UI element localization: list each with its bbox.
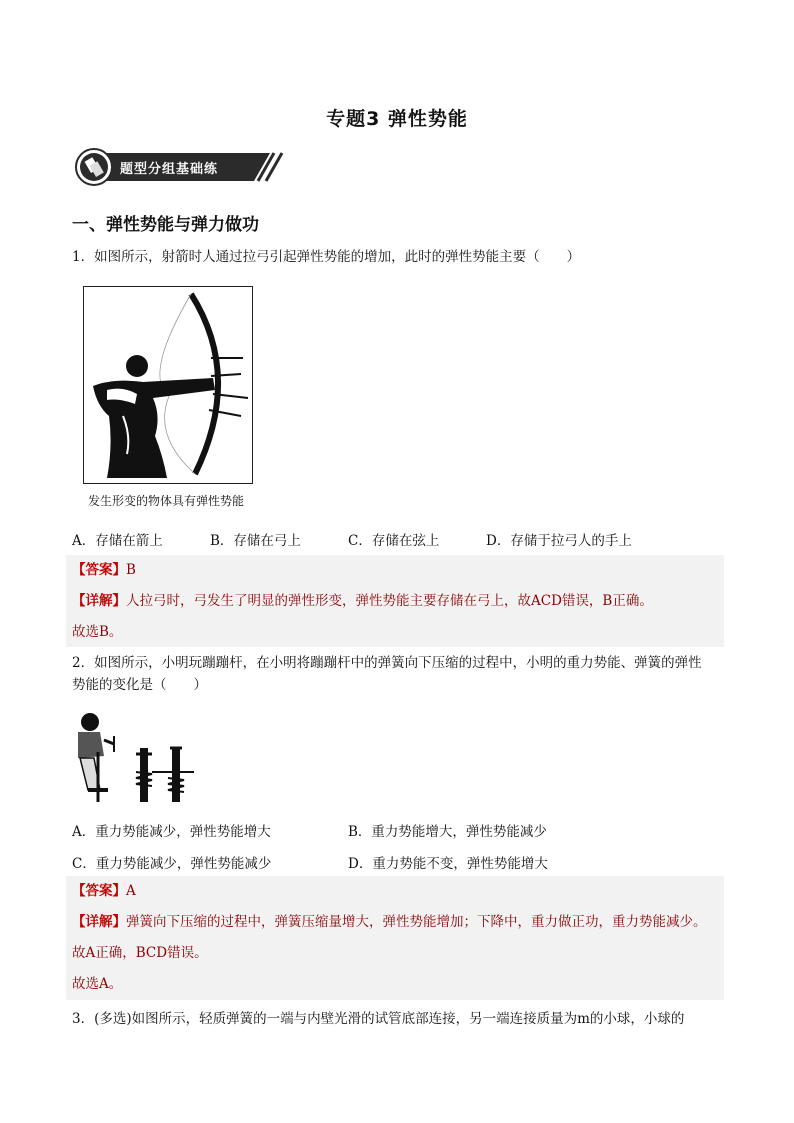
question-2-stem	[72, 652, 732, 696]
q1-option-c: C．存储在弦上	[348, 533, 440, 549]
page-title: 专题3 弹性势能	[326, 108, 468, 130]
section-banner	[74, 147, 284, 187]
q2-answer: A	[126, 883, 136, 899]
q1-option-d: D．存储于拉弓人的手上	[486, 533, 632, 549]
q2-detail: 弹簧向下压缩的过程中，弹簧压缩量增大，弹性势能增加；下降中，重力做正功，重力势能减少。	[126, 914, 707, 930]
q1-detail-line	[72, 586, 718, 617]
pogo-stick-figure	[70, 712, 200, 808]
q1-answer: B	[126, 562, 136, 578]
q2-option-a: A．重力势能减少，弹性势能增大	[72, 824, 271, 840]
question-2-stem-line-2: 势能的变化是（ ）	[72, 677, 207, 693]
question-2-stem-line-1: 2．如图所示，小明玩蹦蹦杆，在小明将蹦蹦杆中的弹簧向下压缩的过程中，小明的重力势能、弹簧的弹性	[72, 655, 702, 671]
q2-detail-2: 故A正确，BCD错误。	[72, 945, 208, 961]
q1-answer-tag: 【答案】	[72, 562, 126, 578]
q1-answer-line	[72, 555, 718, 586]
q1-answer-box	[66, 555, 724, 647]
q2-conclusion: 故选A。	[72, 976, 123, 992]
q2-option-d: D．重力势能不变，弹性势能增大	[348, 856, 548, 872]
banner-label: 题型分组基础练	[120, 162, 219, 177]
q1-option-b: B．存储在弓上	[210, 533, 301, 549]
q2-option-c: C．重力势能减少，弹性势能减少	[72, 856, 272, 872]
q2-detail-tag: 【详解】	[72, 914, 126, 930]
q2-answer-tag: 【答案】	[72, 883, 126, 899]
q2-option-b: B．重力势能增大，弹性势能减少	[348, 824, 547, 840]
figure-1-caption: 发生形变的物体具有弹性势能	[88, 494, 245, 508]
question-1-stem: 1．如图所示，射箭时人通过拉弓引起弹性势能的增加，此时的弹性势能主要（ ）	[72, 249, 581, 265]
q2-answer-box	[66, 876, 724, 1000]
section-heading: 一、弹性势能与弹力做功	[72, 215, 259, 235]
q2-answer-line	[72, 876, 718, 907]
q1-detail: 人拉弓时，弓发生了明显的弹性形变，弹性势能主要存储在弓上，故ACD错误，B正确。	[126, 593, 653, 609]
q1-conclusion: 故选B。	[72, 624, 123, 640]
q1-option-a: A．存储在箭上	[72, 533, 163, 549]
q1-detail-tag: 【详解】	[72, 593, 126, 609]
question-3-stem: 3．(多选)如图所示，轻质弹簧的一端与内壁光滑的试管底部连接，另一端连接质量为m的小球，小球的	[72, 1011, 685, 1027]
q2-detail-line	[72, 907, 718, 938]
archer-figure	[83, 286, 253, 484]
